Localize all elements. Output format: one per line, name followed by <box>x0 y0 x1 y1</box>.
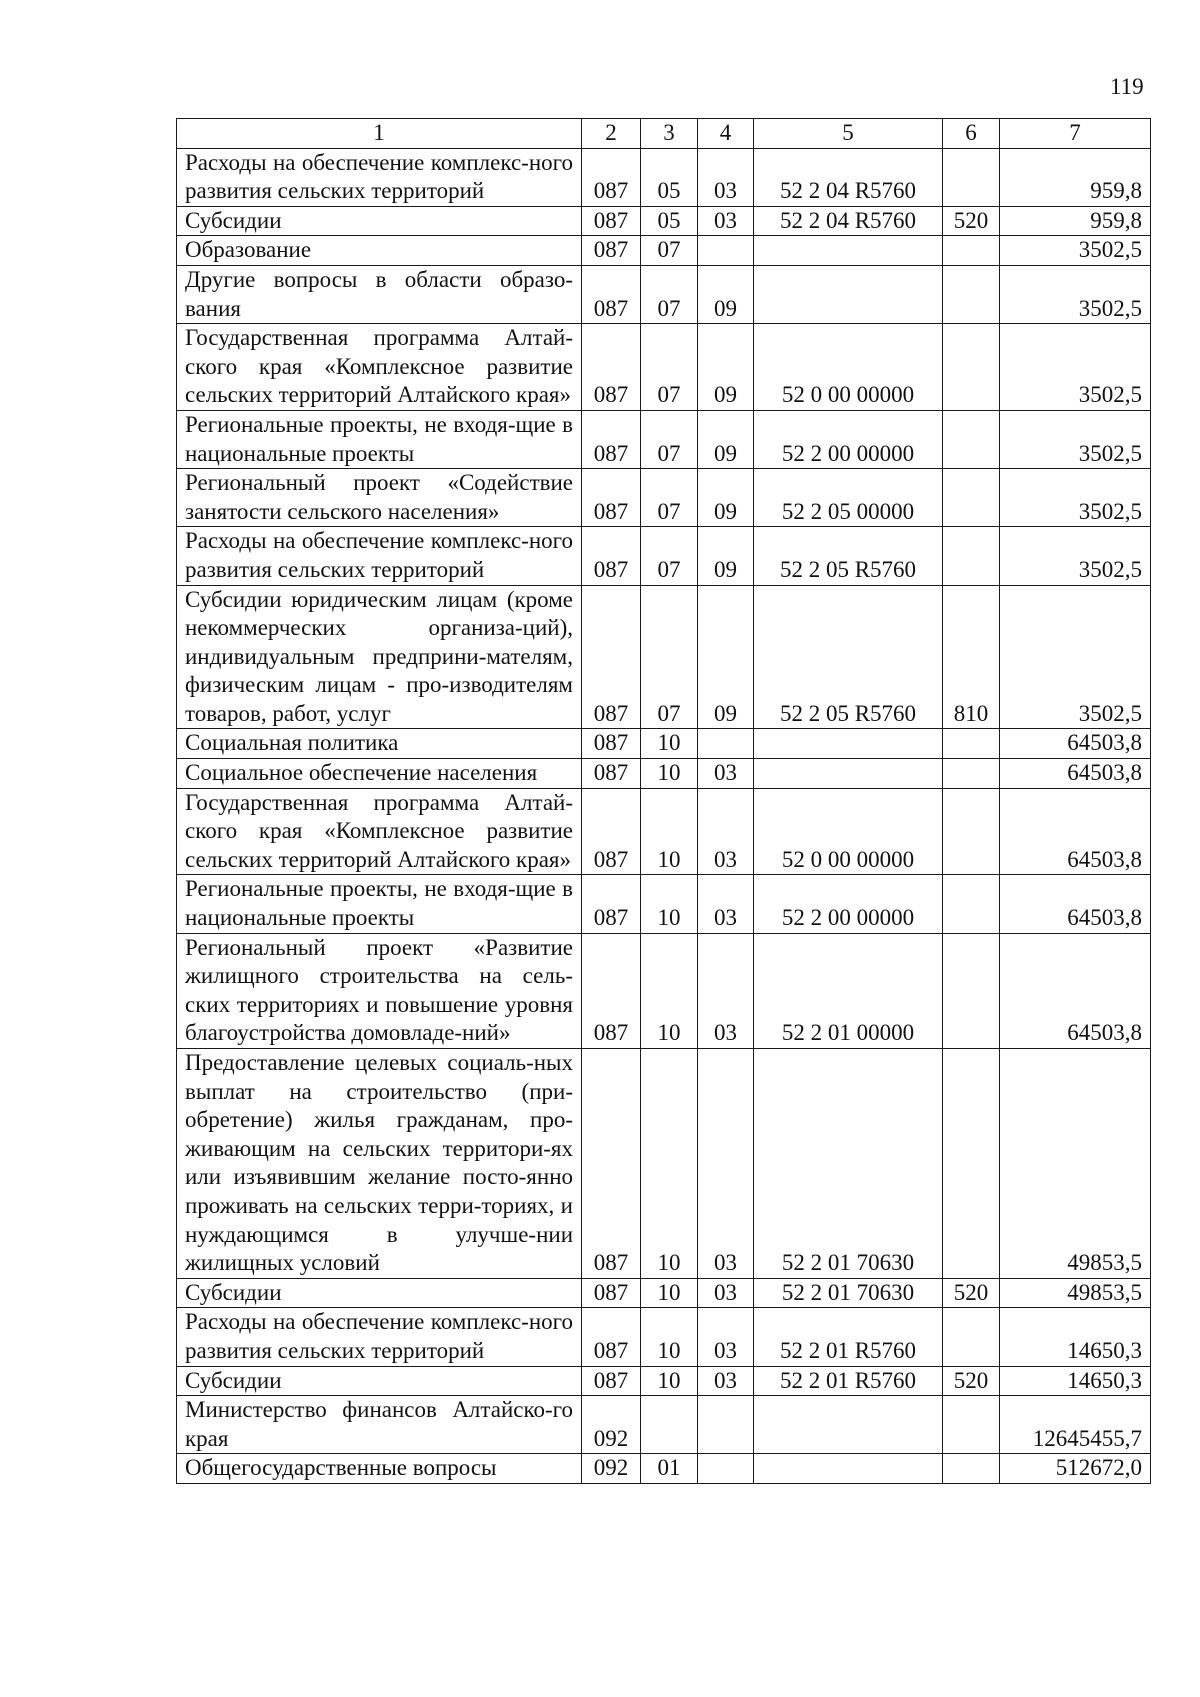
cell-subsection-code <box>698 1454 754 1484</box>
cell-name: Субсидии <box>177 1366 582 1396</box>
cell-name: Общегосударственные вопросы <box>177 1454 582 1484</box>
cell-ministry-code: 087 <box>582 1278 641 1308</box>
cell-target-article: 52 2 01 70630 <box>754 1049 943 1279</box>
cell-target-article <box>754 1454 943 1484</box>
cell-name: Министерство финансов Алтайско-го края <box>177 1396 582 1454</box>
cell-section-code: 07 <box>641 527 698 585</box>
table-row <box>177 729 1151 759</box>
table-row <box>177 527 1151 585</box>
cell-subsection-code: 09 <box>698 469 754 527</box>
cell-amount: 49853,5 <box>1000 1278 1151 1308</box>
cell-section-code: 10 <box>641 1308 698 1366</box>
cell-section-code: 05 <box>641 206 698 236</box>
table-body <box>177 148 1151 1483</box>
cell-name: Субсидии <box>177 206 582 236</box>
cell-amount: 959,8 <box>1000 206 1151 236</box>
cell-ministry-code: 092 <box>582 1454 641 1484</box>
cell-ministry-code: 087 <box>582 527 641 585</box>
cell-ministry-code: 087 <box>582 788 641 875</box>
cell-ministry-code: 087 <box>582 410 641 468</box>
table-row <box>177 265 1151 323</box>
cell-amount: 64503,8 <box>1000 729 1151 759</box>
cell-ministry-code: 087 <box>582 585 641 729</box>
cell-name: Государственная программа Алтай-ского края «Комплексное развитие сельских территорий Алтайского края» <box>177 324 582 411</box>
cell-subsection-code: 03 <box>698 206 754 236</box>
cell-subsection-code: 09 <box>698 585 754 729</box>
cell-name: Предоставление целевых социаль-ных выплат на строительство (при-обретение) жилья гражданам, про-живающим на сельских территори-ях или изъявившим желание посто-янно проживать на сельских терри-ториях, и нуждающимся в улучше-нии жилищных условий <box>177 1049 582 1279</box>
cell-expense-type: 810 <box>943 585 1000 729</box>
cell-ministry-code: 087 <box>582 1308 641 1366</box>
table-row <box>177 1049 1151 1279</box>
budget-table <box>176 118 1151 1484</box>
table-row <box>177 759 1151 789</box>
cell-target-article: 52 2 00 00000 <box>754 875 943 933</box>
header-col-2: 2 <box>582 119 641 149</box>
cell-expense-type <box>943 1049 1000 1279</box>
header-col-4: 4 <box>698 119 754 149</box>
cell-name: Образование <box>177 236 582 266</box>
cell-target-article: 52 2 01 00000 <box>754 933 943 1048</box>
cell-subsection-code: 03 <box>698 1278 754 1308</box>
cell-ministry-code: 087 <box>582 148 641 206</box>
cell-subsection-code: 03 <box>698 1366 754 1396</box>
cell-name: Другие вопросы в области образо-вания <box>177 265 582 323</box>
cell-expense-type <box>943 1396 1000 1454</box>
cell-section-code: 07 <box>641 410 698 468</box>
cell-target-article <box>754 759 943 789</box>
cell-ministry-code: 087 <box>582 875 641 933</box>
cell-ministry-code: 092 <box>582 1396 641 1454</box>
cell-ministry-code: 087 <box>582 206 641 236</box>
cell-target-article: 52 2 05 R5760 <box>754 527 943 585</box>
header-col-3: 3 <box>641 119 698 149</box>
cell-section-code: 07 <box>641 236 698 266</box>
table-row <box>177 148 1151 206</box>
cell-ministry-code: 087 <box>582 729 641 759</box>
cell-subsection-code: 09 <box>698 410 754 468</box>
cell-target-article <box>754 236 943 266</box>
header-col-6: 6 <box>943 119 1000 149</box>
header-col-7: 7 <box>1000 119 1151 149</box>
cell-expense-type <box>943 875 1000 933</box>
cell-subsection-code: 09 <box>698 324 754 411</box>
cell-name: Социальное обеспечение населения <box>177 759 582 789</box>
cell-amount: 12645455,7 <box>1000 1396 1151 1454</box>
cell-subsection-code <box>698 1396 754 1454</box>
cell-section-code: 10 <box>641 1366 698 1396</box>
cell-name: Расходы на обеспечение комплекс-ного развития сельских территорий <box>177 527 582 585</box>
cell-section-code: 10 <box>641 788 698 875</box>
cell-subsection-code: 03 <box>698 148 754 206</box>
cell-target-article <box>754 1396 943 1454</box>
cell-section-code: 10 <box>641 729 698 759</box>
table-row <box>177 1396 1151 1454</box>
cell-expense-type <box>943 1308 1000 1366</box>
cell-subsection-code: 03 <box>698 1049 754 1279</box>
cell-expense-type: 520 <box>943 206 1000 236</box>
cell-expense-type <box>943 527 1000 585</box>
cell-target-article: 52 2 04 R5760 <box>754 206 943 236</box>
cell-amount: 3502,5 <box>1000 324 1151 411</box>
cell-amount: 512672,0 <box>1000 1454 1151 1484</box>
cell-amount: 14650,3 <box>1000 1308 1151 1366</box>
cell-ministry-code: 087 <box>582 324 641 411</box>
cell-amount: 3502,5 <box>1000 265 1151 323</box>
table-row <box>177 206 1151 236</box>
cell-section-code: 07 <box>641 324 698 411</box>
cell-amount: 64503,8 <box>1000 875 1151 933</box>
cell-section-code: 07 <box>641 585 698 729</box>
cell-subsection-code <box>698 236 754 266</box>
header-row <box>177 119 1151 149</box>
cell-name: Региональный проект «Содействие занятости сельского населения» <box>177 469 582 527</box>
cell-name: Государственная программа Алтай-ского края «Комплексное развитие сельских территорий Алтайского края» <box>177 788 582 875</box>
table-row <box>177 788 1151 875</box>
cell-target-article <box>754 265 943 323</box>
table-row <box>177 1366 1151 1396</box>
cell-ministry-code: 087 <box>582 1366 641 1396</box>
cell-section-code: 07 <box>641 265 698 323</box>
cell-target-article: 52 2 01 70630 <box>754 1278 943 1308</box>
cell-amount: 3502,5 <box>1000 527 1151 585</box>
table-row <box>177 585 1151 729</box>
cell-target-article <box>754 729 943 759</box>
cell-name: Региональный проект «Развитие жилищного строительства на сель-ских территориях и повышение уровня благоустройства домовладе-ний» <box>177 933 582 1048</box>
cell-amount: 959,8 <box>1000 148 1151 206</box>
cell-name: Расходы на обеспечение комплекс-ного развития сельских территорий <box>177 1308 582 1366</box>
cell-section-code: 10 <box>641 1049 698 1279</box>
cell-section-code <box>641 1396 698 1454</box>
cell-amount: 64503,8 <box>1000 933 1151 1048</box>
cell-expense-type <box>943 410 1000 468</box>
cell-name: Региональные проекты, не входя-щие в национальные проекты <box>177 410 582 468</box>
cell-expense-type <box>943 265 1000 323</box>
cell-subsection-code: 03 <box>698 933 754 1048</box>
cell-expense-type <box>943 759 1000 789</box>
table-row <box>177 410 1151 468</box>
table-row <box>177 1454 1151 1484</box>
cell-target-article: 52 2 04 R5760 <box>754 148 943 206</box>
table-row <box>177 324 1151 411</box>
cell-ministry-code: 087 <box>582 1049 641 1279</box>
cell-expense-type <box>943 788 1000 875</box>
header-col-5: 5 <box>754 119 943 149</box>
table-row <box>177 933 1151 1048</box>
cell-subsection-code: 03 <box>698 1308 754 1366</box>
cell-expense-type <box>943 933 1000 1048</box>
table-row <box>177 1278 1151 1308</box>
table-header <box>177 119 1151 149</box>
cell-amount: 64503,8 <box>1000 759 1151 789</box>
cell-target-article: 52 0 00 00000 <box>754 324 943 411</box>
cell-expense-type <box>943 236 1000 266</box>
cell-subsection-code <box>698 729 754 759</box>
cell-section-code: 01 <box>641 1454 698 1484</box>
cell-name: Региональные проекты, не входя-щие в национальные проекты <box>177 875 582 933</box>
cell-expense-type: 520 <box>943 1366 1000 1396</box>
cell-target-article: 52 2 05 00000 <box>754 469 943 527</box>
cell-subsection-code: 09 <box>698 265 754 323</box>
cell-subsection-code: 03 <box>698 875 754 933</box>
cell-target-article: 52 2 05 R5760 <box>754 585 943 729</box>
cell-target-article: 52 2 01 R5760 <box>754 1366 943 1396</box>
page-number: 119 <box>1110 74 1144 99</box>
cell-expense-type <box>943 324 1000 411</box>
cell-section-code: 10 <box>641 759 698 789</box>
cell-amount: 14650,3 <box>1000 1366 1151 1396</box>
cell-subsection-code: 03 <box>698 759 754 789</box>
cell-target-article: 52 2 01 R5760 <box>754 1308 943 1366</box>
cell-subsection-code: 03 <box>698 788 754 875</box>
cell-name: Субсидии юридическим лицам (кроме некоммерческих организа-ций), индивидуальным предприни-мателям, физическим лицам - про-изводителям товаров, работ, услуг <box>177 585 582 729</box>
cell-ministry-code: 087 <box>582 265 641 323</box>
cell-name: Расходы на обеспечение комплекс-ного развития сельских территорий <box>177 148 582 206</box>
cell-ministry-code: 087 <box>582 759 641 789</box>
cell-section-code: 10 <box>641 1278 698 1308</box>
cell-target-article: 52 2 00 00000 <box>754 410 943 468</box>
cell-expense-type <box>943 469 1000 527</box>
cell-expense-type <box>943 1454 1000 1484</box>
cell-expense-type: 520 <box>943 1278 1000 1308</box>
cell-ministry-code: 087 <box>582 933 641 1048</box>
table-row <box>177 1308 1151 1366</box>
cell-section-code: 10 <box>641 875 698 933</box>
cell-amount: 64503,8 <box>1000 788 1151 875</box>
cell-name: Субсидии <box>177 1278 582 1308</box>
cell-section-code: 10 <box>641 933 698 1048</box>
cell-amount: 3502,5 <box>1000 236 1151 266</box>
cell-section-code: 07 <box>641 469 698 527</box>
cell-section-code: 05 <box>641 148 698 206</box>
cell-subsection-code: 09 <box>698 527 754 585</box>
cell-ministry-code: 087 <box>582 236 641 266</box>
cell-amount: 49853,5 <box>1000 1049 1151 1279</box>
table-row <box>177 875 1151 933</box>
cell-amount: 3502,5 <box>1000 410 1151 468</box>
cell-amount: 3502,5 <box>1000 585 1151 729</box>
cell-amount: 3502,5 <box>1000 469 1151 527</box>
cell-ministry-code: 087 <box>582 469 641 527</box>
cell-name: Социальная политика <box>177 729 582 759</box>
cell-expense-type <box>943 148 1000 206</box>
table-row <box>177 469 1151 527</box>
table-row <box>177 236 1151 266</box>
cell-target-article: 52 0 00 00000 <box>754 788 943 875</box>
cell-expense-type <box>943 729 1000 759</box>
header-col-1: 1 <box>177 119 582 149</box>
